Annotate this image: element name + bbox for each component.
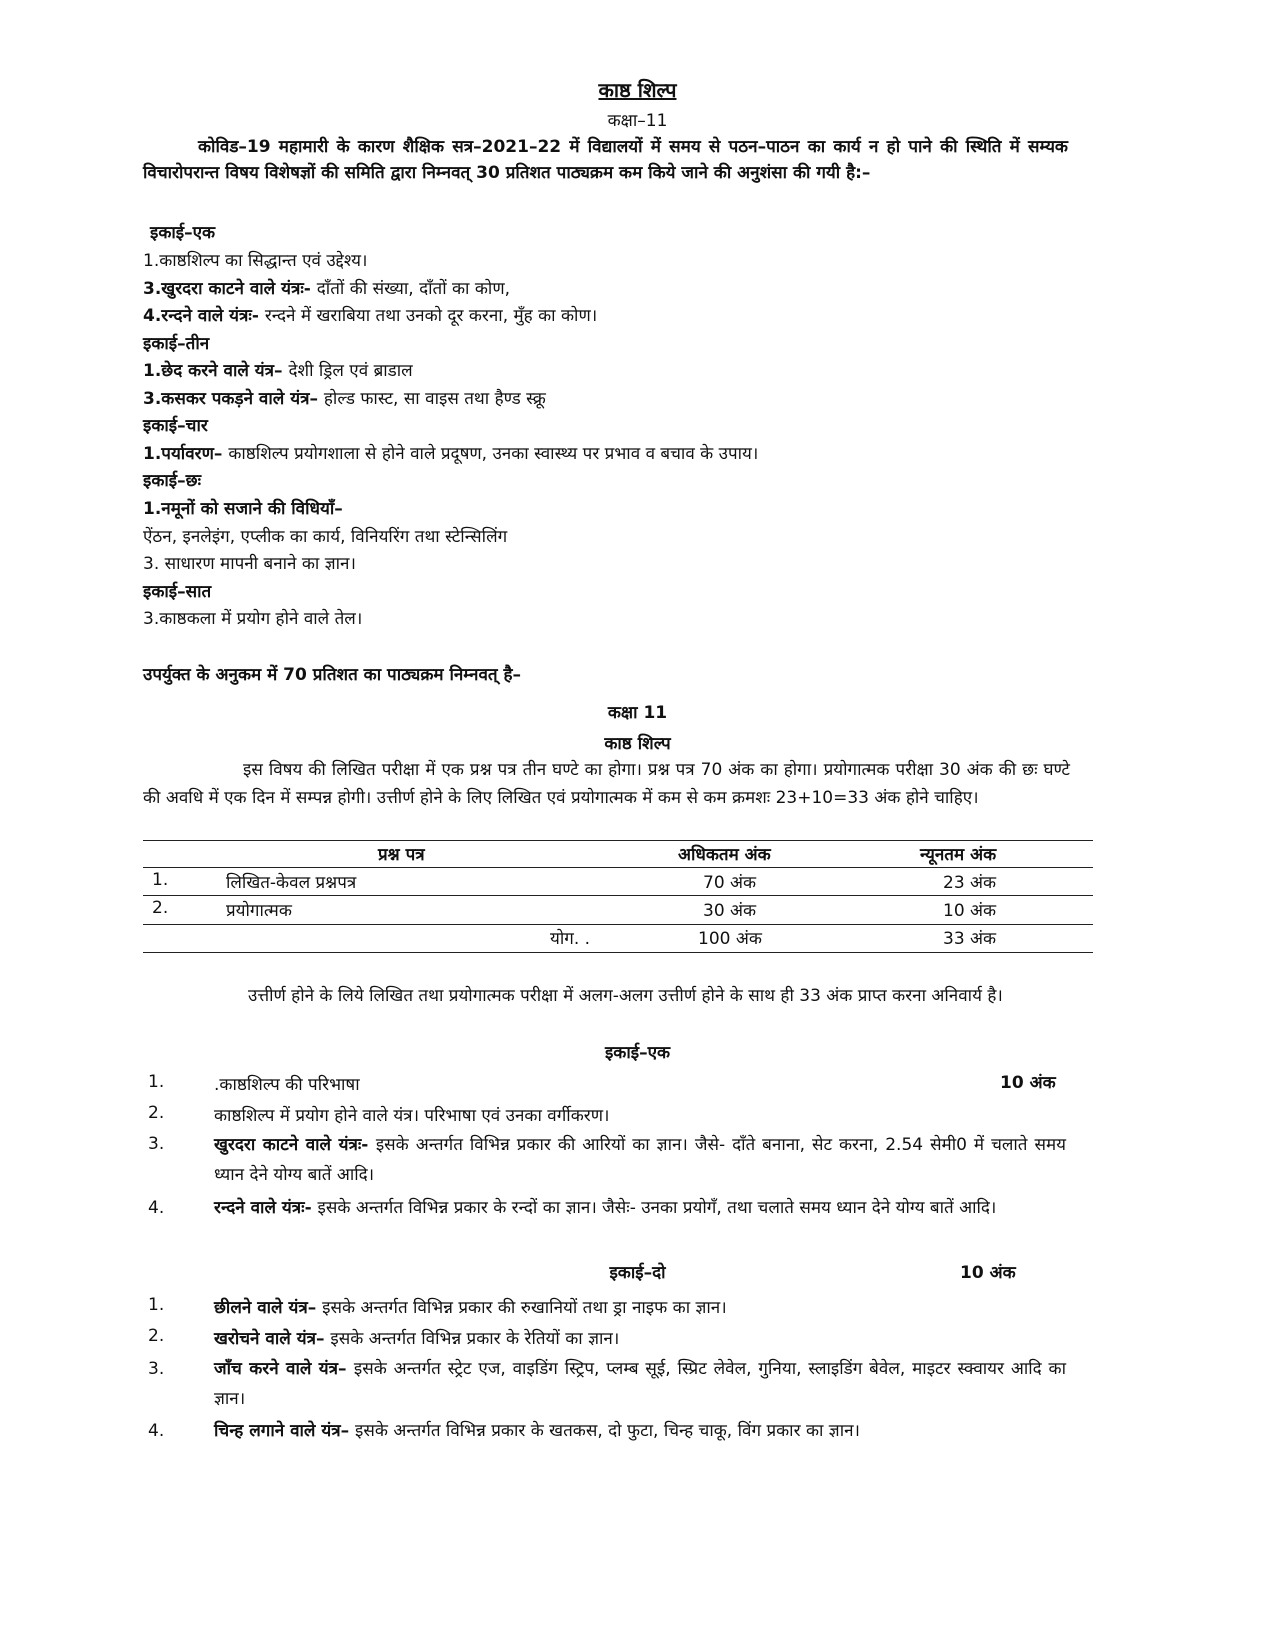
table-cell: 33 अंक <box>943 929 997 949</box>
unit-heading: इकाई–एक <box>604 1043 671 1063</box>
exam-paragraph: इस विषय की लिखित परीक्षा में एक प्रश्न पत्र तीन घण्टे का होगा। प्रश्न पत्र 70 अंक का होगा। प्रयोगात्मक परीक्षा 30 अंक की छः घण्टे की अवधि में एक दिन में सम्पन्न होगी। उत्तीर्ण होने के लिए लिखित एवं प्रयोगात्मक में कम से कम क्रमशः 23+10=33 अंक होने चाहिए। <box>143 760 1070 808</box>
table-header: प्रश्न पत्र <box>378 845 425 865</box>
item-number: 1. <box>148 1295 165 1315</box>
list-item: रन्दने वाले यंत्रः- इसके अन्तर्गत विभिन्न प्रकार के रन्दों का ज्ञान। जैसेः- उनका प्रयोगँ, तथा चलाते समय ध्यान देने योग्य बातें आदि। <box>214 1198 997 1218</box>
list-item: छीलने वाले यंत्र– इसके अन्तर्गत विभिन्न प्रकार की रुखानियों तथा ड्रा नाइफ का ज्ञान। <box>214 1298 727 1318</box>
table-cell: 70 अंक <box>703 873 757 893</box>
reduced-line: 3. साधारण मापनी बनाने का ज्ञान। <box>143 554 356 574</box>
table-header: अधिकतम अंक <box>678 845 771 865</box>
section-title: काष्ठ शिल्प <box>604 734 671 754</box>
section-class: कक्षा 11 <box>607 703 668 723</box>
item-number: 2. <box>148 1326 165 1346</box>
item-number: 1. <box>148 1072 165 1092</box>
table-rule <box>143 895 1093 896</box>
list-item: खुरदरा काटने वाले यंत्रः- इसके अन्तर्गत विभिन्न प्रकार की आरियों का ज्ञान। जैसे- दाँते बनाना, सेट करना, 2.54 सेमी0 में चलाते समय ध्यान देने योग्य बातें आदि। <box>214 1135 1066 1185</box>
unit-heading: इकाई–दो <box>609 1263 666 1283</box>
table-cell: 30 अंक <box>703 901 757 921</box>
unit-marks: 10 अंक <box>960 1263 1016 1283</box>
list-item: खरोचने वाले यंत्र– इसके अन्तर्गत विभिन्न प्रकार के रेतियों का ज्ञान। <box>214 1329 620 1349</box>
item-number: 4. <box>148 1198 165 1218</box>
table-cell: योग. . <box>550 929 591 949</box>
unit-marks: 10 अंक <box>1000 1073 1056 1093</box>
table-cell: 2. <box>152 898 169 918</box>
table-cell: 1. <box>152 870 169 890</box>
reduced-line: 4.रन्दने वाले यंत्रः- रन्दने में खराबिया तथा उनको दूर करना, मुँह का कोण। <box>143 306 598 326</box>
reduced-unit-heading: इकाई–चार <box>143 416 208 436</box>
reduced-line: 1.नमूनों को सजाने की विधियाँ– <box>143 499 343 519</box>
reduced-line: 3.कसकर पकड़ने वाले यंत्र– होल्ड फास्ट, सा वाइस तथा हैण्ड स्क्रू <box>143 389 546 409</box>
reduced-line: 1.काष्ठशिल्प का सिद्धान्त एवं उद्देश्य। <box>143 251 368 271</box>
table-cell: 10 अंक <box>943 901 997 921</box>
reduced-line: 1.पर्यावरण– काष्ठशिल्प प्रयोगशाला से होने वाले प्रदूषण, उनका स्वास्थ्य पर प्रभाव व बचाव के उपाय। <box>143 444 759 464</box>
table-cell: 23 अंक <box>943 873 997 893</box>
list-item: जाँच करने वाले यंत्र– इसके अन्तर्गत स्ट्रेट एज, वाइडिंग स्ट्रिप, प्लम्ब सूई, स्प्रिट लेवेल, गुनिया, स्लाइडिंग बेवेल, माइटर स्क्वायर आदि का ज्ञान। <box>214 1359 1066 1409</box>
reduced-unit-heading: इकाई–छः <box>143 471 202 491</box>
page-title: काष्ठ शिल्प <box>598 78 677 102</box>
intro-paragraph: कोविड–19 महामारी के कारण शैक्षिक सत्र–2021–22 में विद्यालयों में समय से पठन–पाठन का कार्य न हो पाने की स्थिति में सम्यक विचारोपरान्त विषय विशेषज्ञों की समिति द्वारा निम्नवत् 30 प्रतिशत पाठ्यक्रम कम किये जाने की अनुशंसा की गयी है:– <box>143 137 1068 183</box>
reduced-line: 1.छेद करने वाले यंत्र– देशी ड्रिल एवं ब्राडाल <box>143 361 413 381</box>
reduced-line: 3.खुरदरा काटने वाले यंत्रः- दाँतों की संख्या, दाँतों का कोण, <box>143 279 511 299</box>
class-label: कक्षा–11 <box>607 111 668 131</box>
reduced-line: 3.काष्ठकला में प्रयोग होने वाले तेल। <box>143 609 363 629</box>
item-number: 4. <box>148 1421 165 1441</box>
seventy-percent-line: उपर्युक्त के अनुकम में 70 प्रतिशत का पाठ्यक्रम निम्नवत् है– <box>143 665 522 685</box>
reduced-unit-heading: इकाई–एक <box>150 223 216 243</box>
item-number: 3. <box>148 1134 165 1154</box>
table-cell: प्रयोगात्मक <box>226 901 292 921</box>
reduced-unit-heading: इकाई–तीन <box>143 334 210 354</box>
table-rule <box>143 840 1093 841</box>
table-rule <box>143 952 1093 953</box>
list-item: काष्ठशिल्प में प्रयोग होने वाले यंत्र। परिभाषा एवं उनका वर्गीकरण। <box>214 1106 610 1126</box>
table-rule <box>143 867 1093 868</box>
list-item: चिन्ह लगाने वाले यंत्र– इसके अन्तर्गत विभिन्न प्रकार के खतकस, दो फुटा, चिन्ह चाकू, विंग प्रकार का ज्ञान। <box>214 1421 860 1441</box>
item-number: 2. <box>148 1103 165 1123</box>
reduced-line: ऐंठन, इनलेइंग, एप्लीक का कार्य, विनियरिंग तथा स्टेन्सिलिंग <box>143 527 508 547</box>
table-cell: लिखित-केवल प्रश्नपत्र <box>226 873 357 893</box>
pass-paragraph: उत्तीर्ण होने के लिये लिखित तथा प्रयोगात्मक परीक्षा में अलग-अलग उत्तीर्ण होने के साथ ही 33 अंक प्राप्त करना अनिवार्य है। <box>248 986 1003 1006</box>
table-cell: 100 अंक <box>698 929 762 949</box>
item-number: 3. <box>148 1359 165 1379</box>
table-rule <box>143 924 1093 925</box>
list-item: .काष्ठशिल्प की परिभाषा <box>214 1075 360 1095</box>
reduced-unit-heading: इकाई–सात <box>143 582 212 602</box>
table-header: न्यूनतम अंक <box>920 845 997 865</box>
